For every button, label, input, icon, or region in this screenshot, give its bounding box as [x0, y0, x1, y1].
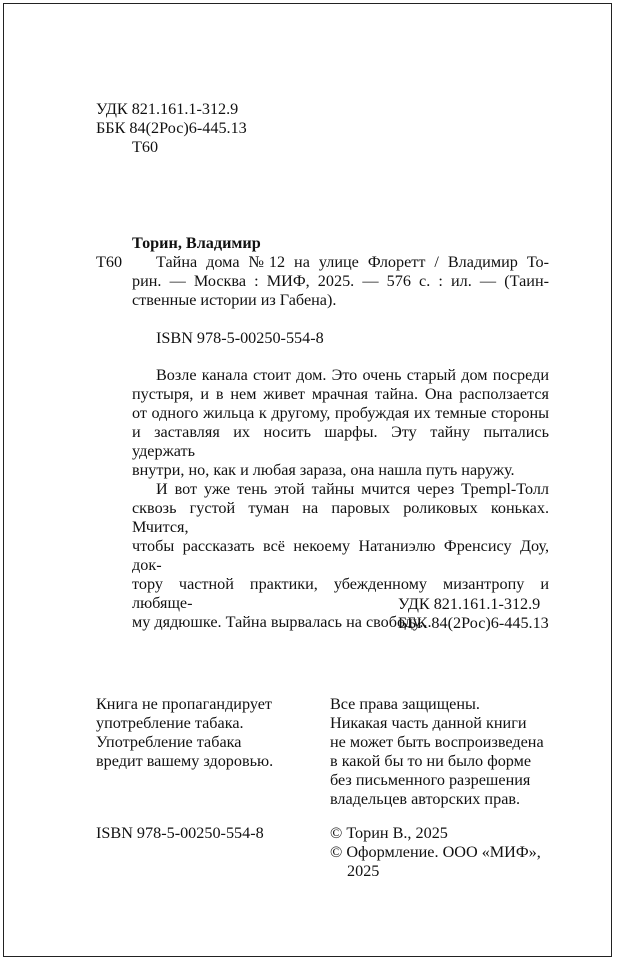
- rights-line: владельцев авторских прав.: [330, 790, 521, 808]
- copyright-author: © Торин В., 2025: [330, 824, 448, 842]
- annotation-line: сквозь густой туман на паровых роликовых коньках. Мчится,: [132, 499, 549, 536]
- rights-line: в какой бы то ни было форме: [330, 752, 532, 770]
- rights-line: без письменного разрешения: [330, 771, 531, 789]
- rights-line: Все права защищены.: [330, 695, 480, 713]
- header-author-mark: Т60: [132, 138, 159, 156]
- annotation-line: тору частной практики, убежденному мизантропу и любяще-: [132, 575, 549, 612]
- annotation-line: от одного жильца к другому, пробуждая их темные стороны: [132, 404, 549, 422]
- annotation-line: И вот уже тень этой тайны мчится через Трempl-Толл: [156, 480, 549, 498]
- record-description: [132, 253, 549, 310]
- header-bbk: ББК 84(2Рос)6-445.13: [96, 119, 247, 137]
- rights-notice: [330, 695, 544, 809]
- repeat-udk: УДК 821.161.1-312.9: [398, 595, 541, 613]
- record-author-mark: Т60: [96, 253, 123, 271]
- tobacco-line: Употребление табака: [96, 733, 242, 751]
- rights-line: не может быть воспроизведена: [330, 733, 544, 751]
- annotation-line: внутри, но, как и любая зараза, она нашла путь наружу.: [132, 461, 515, 479]
- header-udk: УДК 821.161.1-312.9: [96, 100, 239, 118]
- annotation-line: Возле канала стоит дом. Это очень старый дом посреди: [156, 366, 549, 384]
- annotation-line: пустыря, и в нем живет мрачная тайна. Она расползается: [132, 385, 549, 403]
- annotation-line: чтобы рассказать всё некоему Натаниэлю Френсису Доу, док-: [132, 537, 549, 574]
- copyright-year: 2025: [347, 862, 380, 880]
- annotation-line: и заставляя их носить шарфы. Эту тайну пытались удержать: [132, 423, 549, 460]
- tobacco-notice: [96, 695, 273, 771]
- record-isbn: ISBN 978-5-00250-554-8: [156, 329, 324, 347]
- tobacco-line: употребление табака.: [96, 714, 244, 732]
- tobacco-line: вредит вашему здоровью.: [96, 752, 274, 770]
- annotation-line: му дядюшке. Тайна вырвалась на свободу...: [132, 613, 432, 631]
- description-line: Тайна дома №12 на улице Флоретт / Владимир То-: [156, 253, 549, 271]
- copyright-design: © Оформление. ООО «МИФ»,: [330, 843, 541, 861]
- author-heading: Торин, Владимир: [132, 234, 261, 252]
- tobacco-line: Книга не пропагандирует: [96, 695, 272, 713]
- description-line: рин. — Москва : МИФ, 2025. — 576 с. : ил. — (Таин-: [132, 272, 549, 290]
- annotation: [132, 366, 549, 632]
- description-line: ственные истории из Габена).: [132, 291, 337, 309]
- repeat-bbk: ББК 84(2Рос)6-445.13: [398, 614, 549, 632]
- footer-isbn: ISBN 978-5-00250-554-8: [96, 824, 264, 842]
- rights-line: Никакая часть данной книги: [330, 714, 527, 732]
